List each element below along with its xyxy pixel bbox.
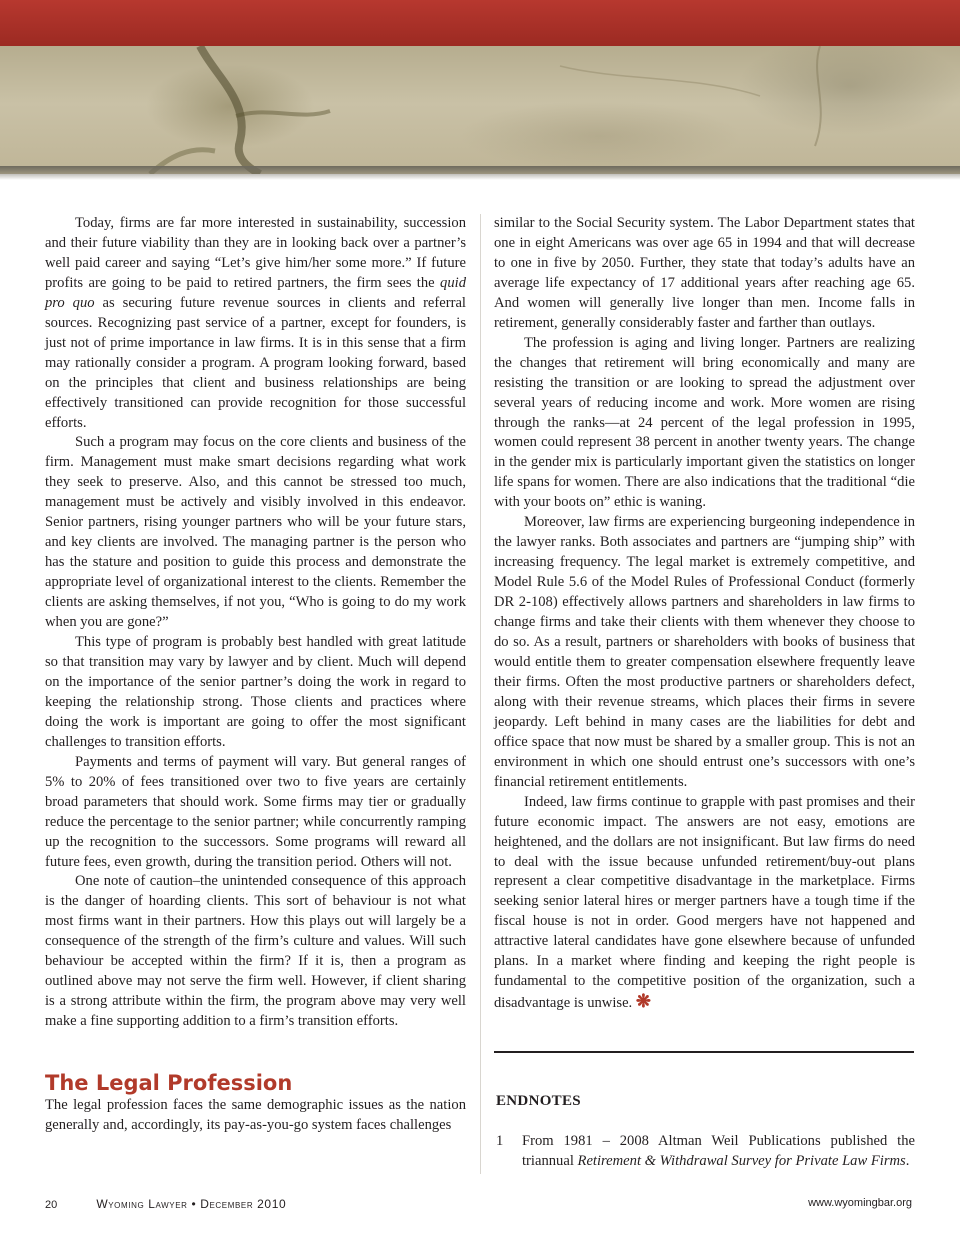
footer-website: www.wyomingbar.org: [808, 1197, 912, 1209]
decorative-vine-image: [0, 46, 960, 174]
paragraph-8: Moreover, law firms are experiencing burgeoning independence in the lawyer ranks. Both associates and partners are “jumping ship” with increasing frequency. The legal market is extremely competitive, and Model Rule 5.6 of the Model Rules of Professional Conduct (formerly DR 2-108) effectively allows partners and shareholders in law firms to change firms and take their clients with them whenever they choose to do so. As a result, partners or shareholders with books of business that would entitle them to greater compensation elsewhere frequently leave their firms. Often the most productive partners or shareholders defect, along with their revenue streams, which places their firms in severe jeopardy. Left behind in many cases are the liabilities for debt and office space that now must be shared by a smaller group. This is not an environment in which one should entrust one’s successors with one’s financial retirement entitlements.: [494, 514, 915, 790]
paragraph-9: Indeed, law firms continue to grapple with past promises and their future economic impact. The answers are not easy, emotions are heightened, and the dollars are not insignificant. But law firms do need to deal with the issue because unfunded retirement/buy-out plans represent a clear competitive disadvantage in the marketplace. Firms seeking senior lateral hires or merger partners have a tough time if the fiscal house is not in order. Good mergers have not happened and attractive lateral candidates have gone elsewhere because of unfunded plans. In a market where finding and keeping the right people is fundamental to the competitive position of the organization, such a disadvantage is unwise. ❋: [494, 793, 915, 1012]
paragraph-4: Payments and terms of payment will vary. But general ranges of 5% to 20% of fees transitioned over two to five years are certainly broad parameters that should work. Some firms may tier or gradually reduce the percentage to the senior partner; while concurrently ramping up the recognition to the successors. Some programs will reward all future fees, even growth, during the transition period. Others will not.: [45, 753, 466, 870]
endnote-item: [496, 1131, 915, 1171]
paragraph-5: One note of caution–the unintended consequence of this approach is the danger of hoarding clients. This sort of behaviour is not what most firms want in their partners. How this plays out will largely be a consequence of the strength of the firm’s culture and values. Will such behaviour be accepted within the firm? If it is, then a program as outlined above may not serve the firm well. However, if client sharing is a strong attribute within the firm, the program above may very well make a fine supporting addition to a firm’s transition efforts.: [45, 873, 466, 1030]
column-divider: [480, 214, 481, 1174]
paragraph-3: This type of program is probably best handled with great latitude so that transition may vary by lawyer and by client. Much will depend on the importance of the senior partner’s doing the work in regard to keeping the relationship strong. Those clients and practices where doing the work is important are going to offer the most significant challenges to transition efforts.: [45, 634, 466, 750]
paragraph-7: The profession is aging and living longer. Partners are realizing the changes that retirement will bring economically and many are resisting the transition or are looking to spread the adjustment over several years of reducing income and work. More women are rising through the ranks—at 24 percent of the legal profession in 1995, women could represent 38 percent in another twenty years. The change in the gender mix is particularly important given the statistics on longer life spans for women. There are also indications that the traditional “die with your boots on” ethic is waning.: [494, 334, 915, 511]
paragraph-2: Such a program may focus on the core clients and business of the firm. Management must make smart decisions regarding what work they seek to preserve. Also, and this cannot be stressed too much, management must be actively and visibly involved in this endeavor. Senior partners, rising younger partners who will be your future stars, and key clients are involved. The managing partner is the person who has the stature and position to guide this process and demonstrate the appropriate level of organizational interest to the clients. Remember the clients are asking themselves, if not you, “Who is going to do my work when you are gone?”: [45, 434, 466, 631]
paragraph-1: Today, firms are far more interested in sustainability, succession and their future viability than they are in looking back over a partner’s well paid career and saying “Let’s give him/her some more.” If future profits are going to be paid to retired partners, the firm sees the quid pro quo as securing future revenue sources in clients and referral sources. Recognizing past service of a partner, except for founders, is just not of prime importance in law firms. It is in this sense that a firm may rationally consider a program. A program looking forward, based on the principles that client and business relationships are being effectively transitioned can provide recognition for those successful efforts.: [45, 215, 466, 431]
right-column: [494, 214, 915, 1014]
end-of-article-icon: ❋: [635, 991, 651, 1012]
header-red-band: [0, 0, 960, 46]
section-paragraph: The legal profession faces the same demographic issues as the nation generally and, accordingly, its pay-as-you-go system faces challenges: [45, 1097, 466, 1134]
page-number: 20: [45, 1199, 58, 1211]
section-heading: The Legal Profession: [45, 1071, 293, 1096]
left-column: [45, 214, 466, 1136]
footer-left: [45, 1197, 286, 1211]
paragraph-6: similar to the Social Security system. The Labor Department states that one in eight Americans was over age 65 in 1994 and that will decrease to one in five by 2050. Further, they state that today’s adults have an average life expectancy of 17 additional years after reaching age 65. And women will generally live longer than men. Income falls in retirement, generally considerably faster and farther than outlays.: [494, 215, 915, 331]
header-shadow: [0, 166, 960, 180]
endnotes-divider: [494, 1051, 914, 1053]
endnotes-title: ENDNOTES: [496, 1093, 581, 1109]
endnote-number: 1: [496, 1133, 504, 1149]
endnote-text: From 1981 – 2008 Altman Weil Publications published the triannual Retirement & Withdrawal Survey for Private Law Firms.: [522, 1133, 915, 1169]
magazine-issue: Wyoming Lawyer • December 2010: [96, 1197, 287, 1211]
